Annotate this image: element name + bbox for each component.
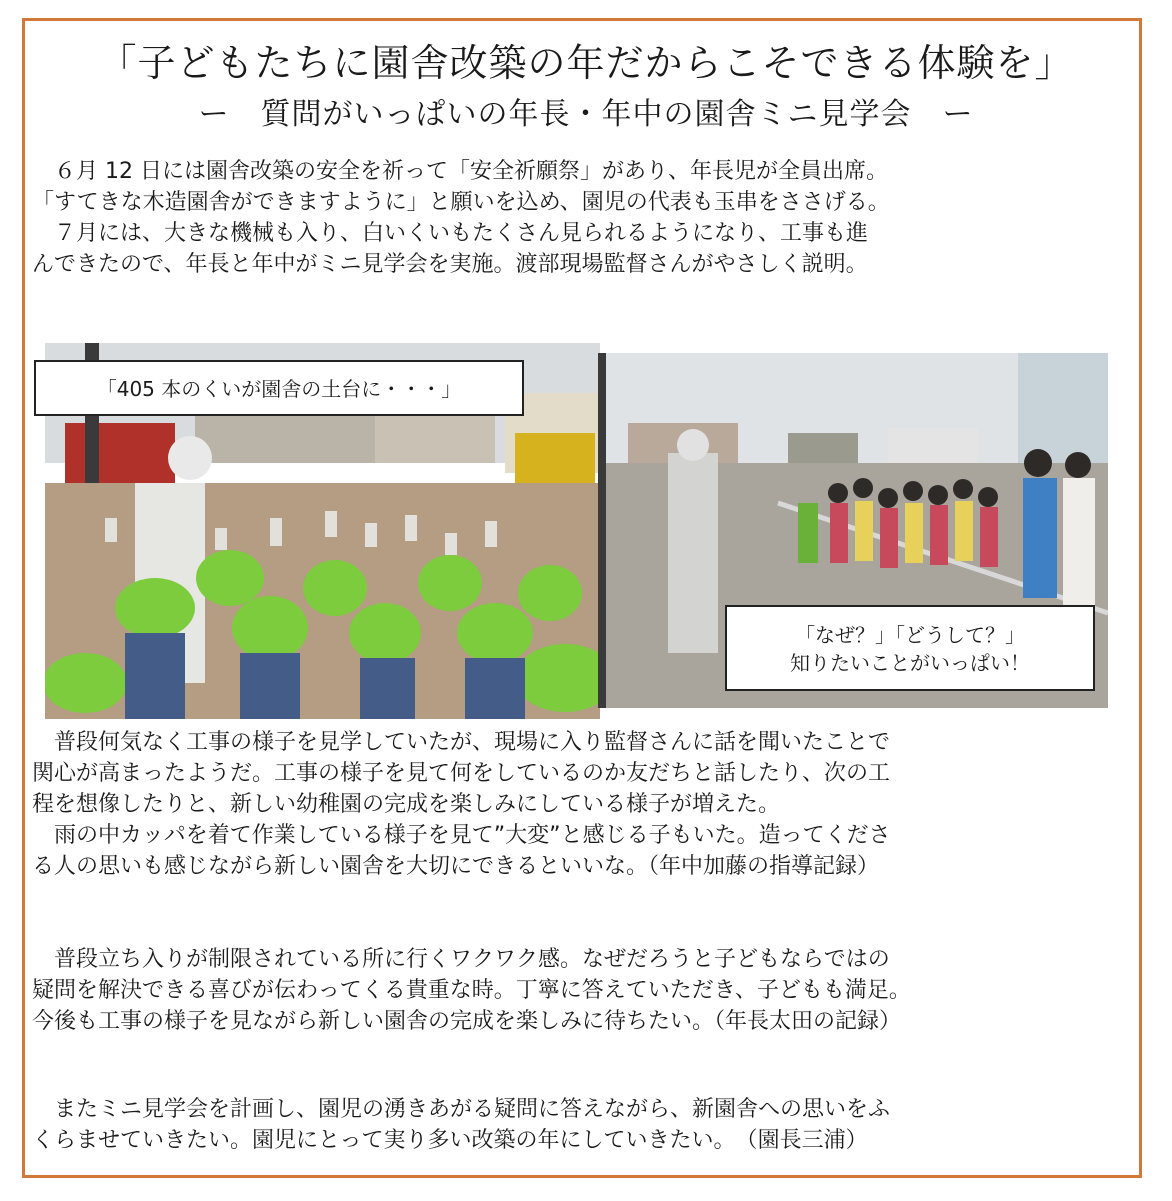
- text-line: んできたので、年長と年中がミニ見学会を実施。渡部現場監督さんがやさしく説明。: [32, 252, 868, 277]
- text-line: またミニ見学会を計画し、園児の湧きあがる疑問に答えながら、新園舎への思いをふ: [54, 1097, 891, 1122]
- observation-paragraph: [32, 727, 1092, 882]
- text-line: る人の思いも感じながら新しい園舎を大切にできるといいな。（年中加藤の指導記録）: [32, 854, 880, 879]
- text-line: ７月には、大きな機械も入り、白いくいもたくさん見られるようになり、工事も進: [54, 221, 869, 246]
- text-line: 普段立ち入りが制限されている所に行くワクワク感。なぜだろうと子どもならではの: [54, 947, 890, 972]
- text-line: 「すてきな木造園舎ができますように」と願いを込め、園児の代表も玉串をささげる。: [32, 190, 890, 215]
- text-line: 疑問を解決できる喜びが伝わってくる貴重な時。丁寧に答えていただき、子どもも満足。: [32, 978, 911, 1003]
- left-photo-caption: 「405 本のくいが園舎の土台に・・・」: [34, 360, 524, 416]
- caption-line: 知りたいことがいっぱい！: [790, 651, 1030, 675]
- article-subtitle: ー 質問がいっぱいの年長・年中の園舎ミニ見学会 ー: [198, 97, 974, 132]
- senior-class-paragraph: [32, 944, 1092, 1037]
- caption-line: 「なぜ？」「どうして？」: [795, 623, 1025, 647]
- text-line: くらませていきたい。園児にとって実り多い改築の年にしていきたい。 （園長三浦）: [32, 1128, 868, 1153]
- text-line: 雨の中カッパを着て作業している様子を見て”大変”と感じる子もいた。造ってくださ: [54, 823, 891, 848]
- text-line: 今後も工事の様子を見ながら新しい園舎の完成を楽しみに待ちたい。（年長太田の記録）: [32, 1009, 902, 1034]
- text-line: 程を想像したりと、新しい幼稚園の完成を楽しみにしている様子が増えた。: [32, 792, 781, 817]
- text-line: ６月 12 日には園舎改築の安全を祈って「安全祈願祭」があり、年長児が全員出席。: [54, 159, 888, 184]
- principal-paragraph: [32, 1094, 1092, 1156]
- intro-paragraph: [32, 156, 1092, 280]
- right-photo-caption: [725, 605, 1095, 691]
- article-title: 「子どもたちに園舎改築の年だからこそできる体験を」: [98, 41, 1074, 85]
- text-line: 関心が高まったようだ。工事の様子を見て何をしているのか友だちと話したり、次の工: [32, 761, 891, 786]
- text-line: 普段何気なく工事の様子を見学していたが、現場に入り監督さんに話を聞いたことで: [54, 730, 891, 755]
